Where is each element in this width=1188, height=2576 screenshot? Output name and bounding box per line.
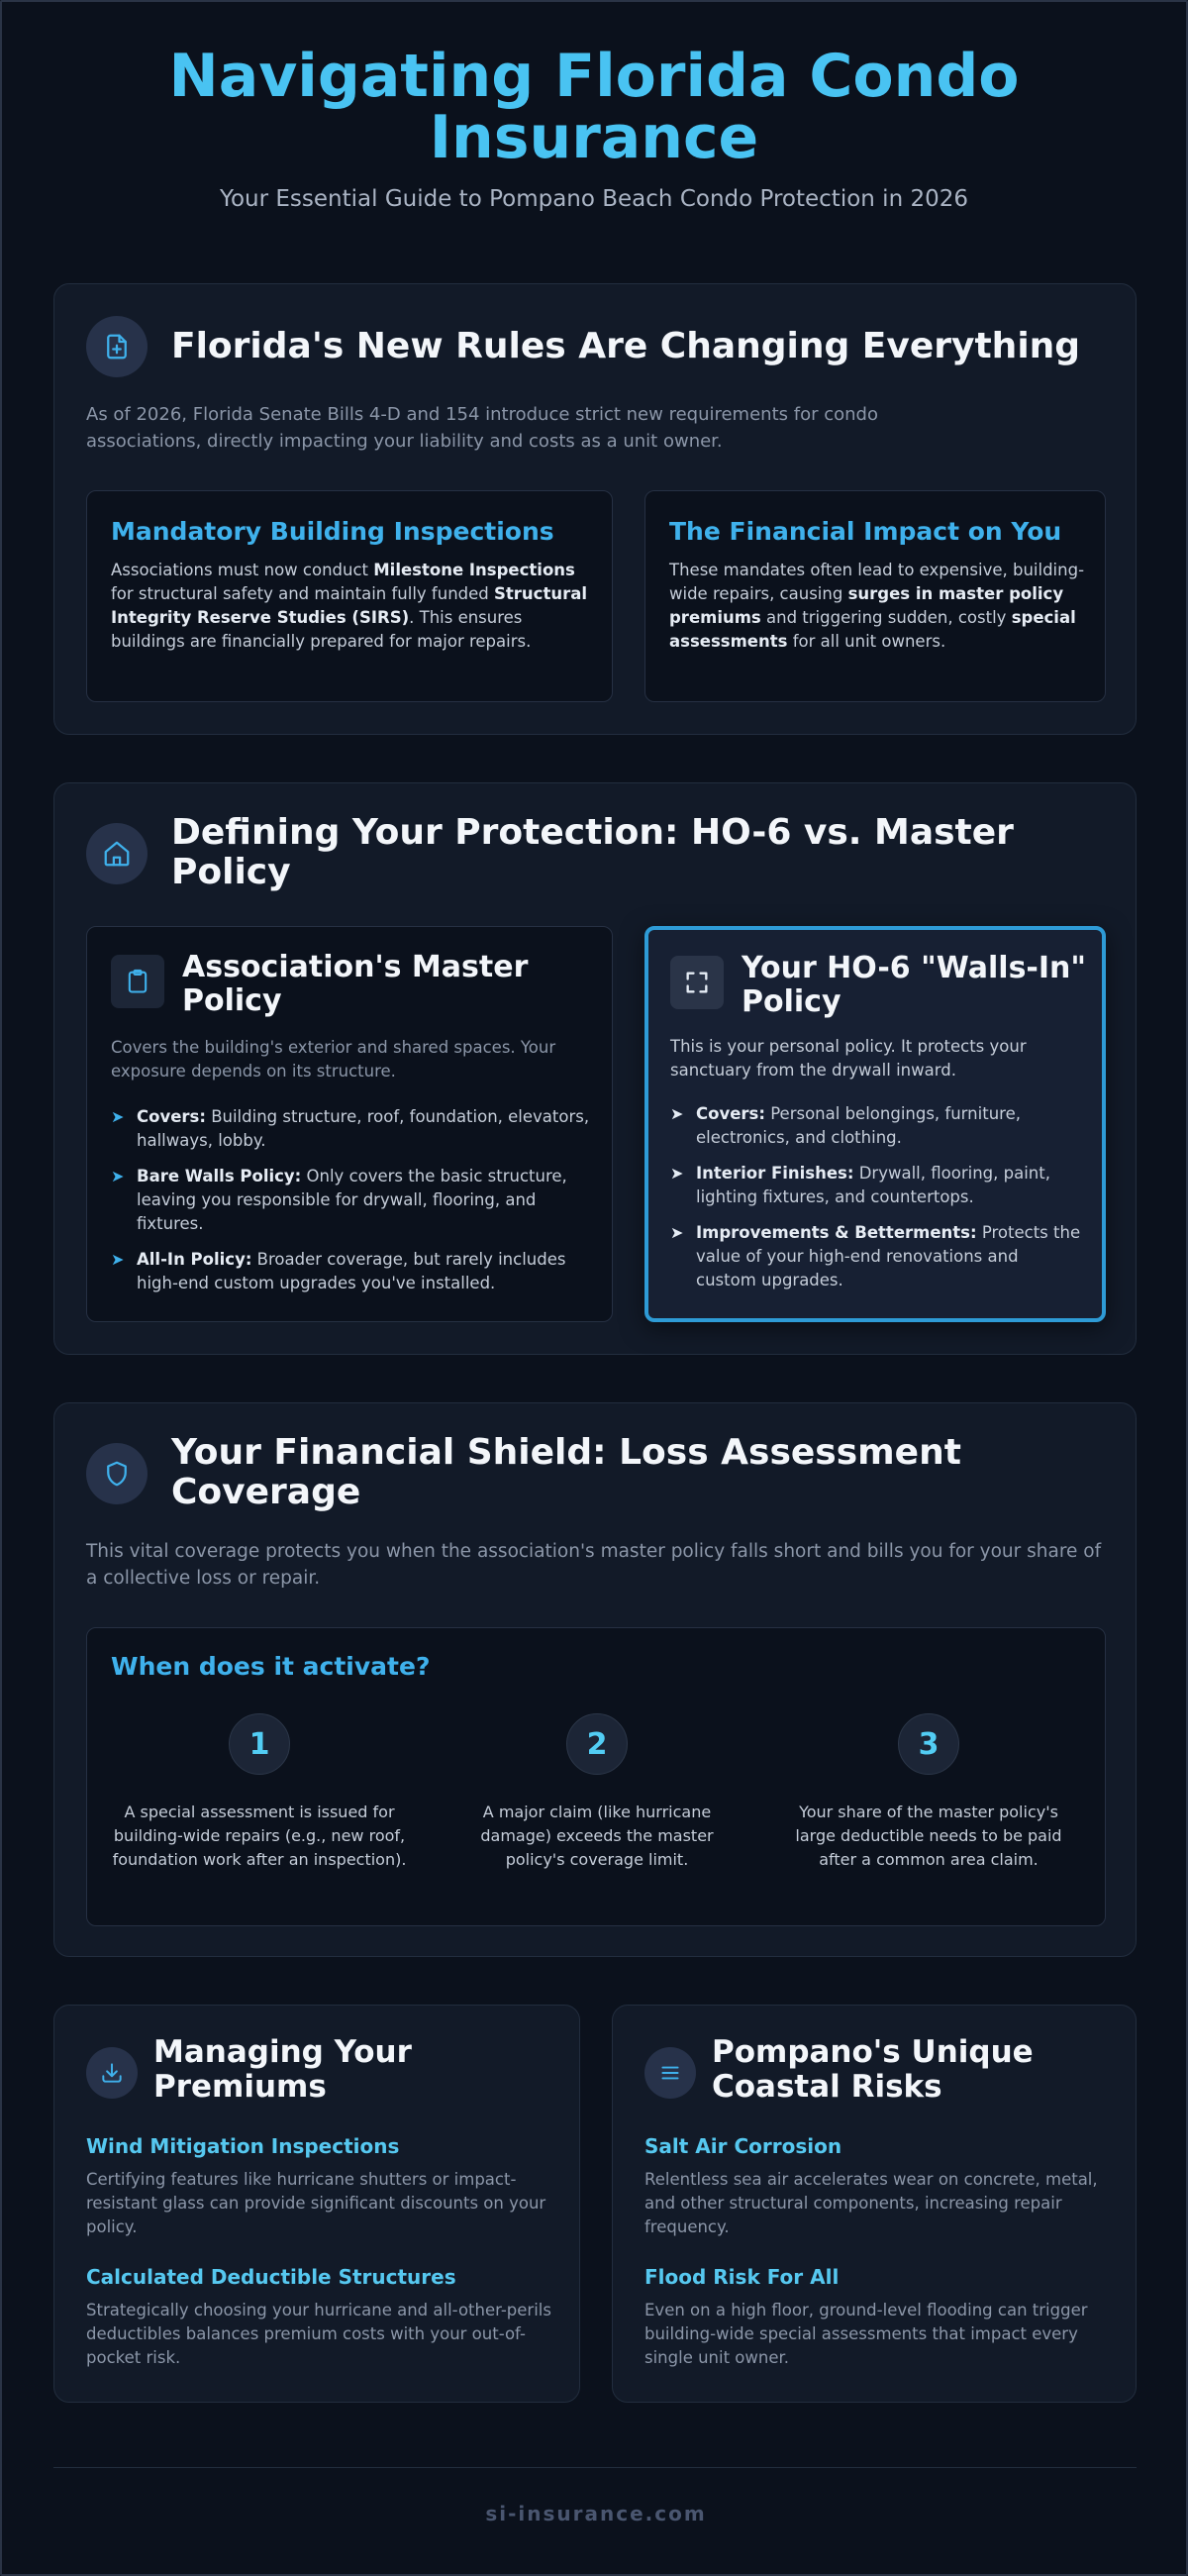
walls-in-frame-icon	[670, 956, 724, 1009]
step-number: 3	[898, 1713, 959, 1775]
ho6-policy-desc: This is your personal policy. It protects your sanctuary from the drywall inward.	[670, 1037, 1027, 1080]
premiums-header	[86, 2035, 530, 2105]
ho6-policy-list	[670, 1102, 1082, 1304]
arrow-icon: ➤	[111, 1107, 125, 1126]
activation-step-2	[448, 1713, 745, 1872]
tip-title: Flood Risk For All	[644, 2265, 840, 2289]
financial-impact-card	[644, 490, 1106, 702]
financial-impact-text: These mandates often lead to expensive, building-wide repairs, causing surges in master policy premiums and triggering sudden, costly special assessments for all unit owners.	[669, 561, 1085, 651]
page-subtitle: Your Essential Guide to Pompano Beach Condo Protection in 2026	[219, 186, 968, 212]
tip-text: Certifying features like hurricane shutters or impact-resistant glass can provide significant discounts on your policy.	[86, 2170, 546, 2236]
premiums-title: Managing Your Premiums	[153, 2034, 412, 2105]
protection-section	[53, 782, 1137, 1355]
inspections-text: Associations must now conduct Milestone Inspections for structural safety and maintain fully funded Structural Integrity Reserve Studies (SIRS). This ensures buildings are financially prepared for major repairs.	[111, 561, 588, 651]
shield-title: Your Financial Shield: Loss Assessment Coverage	[171, 1432, 961, 1512]
arrow-icon: ➤	[670, 1104, 684, 1123]
menu-lines-icon	[644, 2047, 696, 2099]
list-item: ➤ Interior Finishes: Drywall, flooring, paint, lighting fixtures, and countertops.	[670, 1164, 1050, 1206]
step-number: 1	[229, 1713, 290, 1775]
protection-title: Defining Your Protection: HO-6 vs. Master Policy	[171, 812, 1014, 892]
tip-text: Relentless sea air accelerates wear on concrete, metal, and other structural components, increasing repair frequency.	[644, 2170, 1098, 2236]
activation-step-1	[111, 1713, 408, 1872]
tip-title: Calculated Deductible Structures	[86, 2265, 456, 2289]
activation-title: When does it activate?	[111, 1652, 431, 1681]
inspections-card	[86, 490, 613, 702]
step-number: 2	[566, 1713, 628, 1775]
master-policy-card	[86, 926, 613, 1322]
download-icon	[86, 2047, 138, 2099]
page-title: Navigating Florida Condo Insurance	[168, 42, 1020, 172]
shield-lead: This vital coverage protects you when the association's master policy falls short and bills you for your share of a collective loss or repair.	[86, 1541, 1102, 1589]
list-item: ➤ Covers: Personal belongings, furniture, electronics, and clothing.	[670, 1104, 1021, 1147]
tip-title: Wind Mitigation Inspections	[86, 2134, 400, 2158]
footer-site-link[interactable]: si-insurance.com	[485, 2502, 707, 2525]
tip-text: Strategically choosing your hurricane and all-other-perils deductibles balances premium costs with your out-of-pocket risk.	[86, 2301, 551, 2367]
coastal-header	[644, 2035, 1088, 2105]
arrow-icon: ➤	[111, 1167, 125, 1185]
master-policy-desc: Covers the building's exterior and shared spaces. Your exposure depends on its structure.	[111, 1038, 556, 1081]
rules-lead: As of 2026, Florida Senate Bills 4-D and 154 introduce strict new requirements for condo associations, directly impacting your liability and costs as a unit owner.	[86, 404, 878, 452]
activation-step-3	[780, 1713, 1077, 1872]
activation-card	[86, 1627, 1106, 1926]
ho6-policy-card	[644, 926, 1106, 1322]
step-text: Your share of the master policy's large deductible needs to be paid after a common area claim.	[795, 1803, 1062, 1869]
shield-icon	[86, 1443, 148, 1504]
master-policy-header	[111, 951, 558, 1018]
rules-title: Florida's New Rules Are Changing Everything	[171, 326, 1081, 366]
arrow-icon: ➤	[670, 1164, 684, 1183]
shield-header	[86, 1433, 1042, 1512]
premiums-section	[53, 2005, 580, 2403]
rules-header	[86, 316, 1080, 377]
tip-text: Even on a high floor, ground-level flooding can trigger building-wide special assessments that impact every single unit owner.	[644, 2301, 1088, 2367]
coastal-title: Pompano's Unique Coastal Risks	[712, 2034, 1034, 2105]
rules-section	[53, 283, 1137, 735]
inspections-title: Mandatory Building Inspections	[111, 517, 554, 546]
document-plus-icon	[86, 316, 148, 377]
protection-header	[86, 813, 1042, 892]
step-text: A special assessment is issued for building-wide repairs (e.g., new roof, foundation work after an inspection).	[112, 1803, 407, 1869]
clipboard-icon	[111, 955, 164, 1008]
master-policy-title: Association's Master Policy	[182, 950, 529, 1018]
list-item: ➤ All-In Policy: Broader coverage, but rarely includes high-end custom upgrades you've installed.	[111, 1250, 566, 1292]
list-item: ➤ Bare Walls Policy: Only covers the basic structure, leaving you responsible for drywall, flooring, and fixtures.	[111, 1167, 567, 1233]
tip-title: Salt Air Corrosion	[644, 2134, 842, 2158]
footer-divider	[53, 2467, 1137, 2468]
ho6-policy-header	[670, 952, 1098, 1019]
coastal-section	[612, 2005, 1137, 2403]
list-item: ➤ Improvements & Betterments: Protects the value of your high-end renovations and custom upgrades.	[670, 1223, 1081, 1289]
step-text: A major claim (like hurricane damage) exceeds the master policy's coverage limit.	[480, 1803, 714, 1869]
master-policy-list	[111, 1105, 592, 1307]
list-item: ➤ Covers: Building structure, roof, foundation, elevators, hallways, lobby.	[111, 1107, 590, 1150]
ho6-policy-title: Your HO-6 "Walls-In" Policy	[742, 951, 1087, 1019]
shield-section	[53, 1402, 1137, 1957]
financial-impact-title: The Financial Impact on You	[669, 517, 1062, 546]
arrow-icon: ➤	[111, 1250, 125, 1269]
home-icon	[86, 823, 148, 884]
arrow-icon: ➤	[670, 1223, 684, 1242]
